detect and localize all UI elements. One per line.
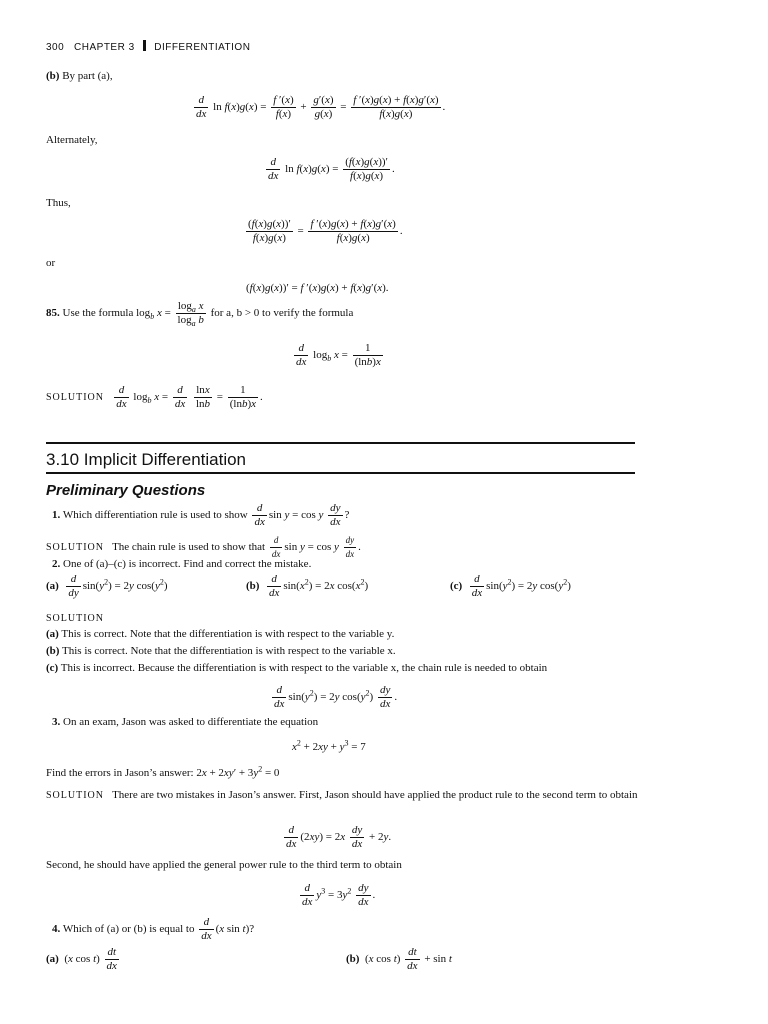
solution-2a: (a) This is correct. Note that the differentiation is with respect to the variable y. — [46, 628, 395, 640]
q4-option-a: (a) (x cos t) $\frac{dt}{dx}$ — [46, 946, 117, 972]
part-b-intro: (b) By part (a), — [46, 70, 113, 82]
solution-85: SOLUTION $\frac{d}{dx}$ $\log_b x$ = $\frac{d}{dx}$ $\frac{\ln x}{\ln b}$ = $\frac{1}{(\ln b)x}$ . — [46, 384, 263, 410]
q3-errors-prompt: Find the errors in Jason’s answer: $2x + 2xy' + 3y^2 = 0$ — [46, 764, 280, 779]
question-1: 1. Which differentiation rule is used to show $\frac{d}{dx}$ sin y = cos y $\frac{dy}{dx}$ ? — [52, 502, 350, 528]
equation-85: $\frac{d}{dx}$ $\log_b x$ = $\frac{1}{(\ln b)x}$ — [296, 342, 381, 368]
equation-q3: $x^2 + 2xy + y^3 = 7$ — [292, 738, 366, 753]
or-label: or — [46, 257, 56, 269]
question-4: 4. Which of (a) or (b) is equal to $\frac{d}{dx}$ (x sin t)? — [52, 916, 255, 942]
solution-2-label: SOLUTION — [46, 613, 104, 624]
section-title: 3.10 Implicit Differentiation — [46, 450, 247, 469]
q3-second: Second, he should have applied the general power rule to the third term to obtain — [46, 859, 402, 871]
solution-1: SOLUTION The chain rule is used to show that $\frac{d}{dx}$ sin y = cos y $\frac{dy}{dx}$ . — [46, 535, 361, 559]
preliminary-questions-heading: Preliminary Questions — [46, 482, 206, 499]
running-header — [46, 40, 250, 53]
solution-2c: (c) This is incorrect. Because the differentiation is with respect to the variable x, the chain rule is needed to obtain — [46, 662, 548, 674]
q2-option-a: (a) $\frac{d}{dy}$ $\sin(y^2) = 2y$ $\cos(y^2)$ — [46, 573, 168, 599]
page-number: 300 — [46, 42, 65, 53]
thus-label: Thus, — [46, 197, 71, 209]
q2-option-b: (b) $\frac{d}{dx}$ $\sin(x^2) = 2x$ $\cos(x^2)$ — [246, 573, 369, 599]
equation-q3-product: $\frac{d}{dx}$ (2xy) = 2x $\frac{dy}{dx}$ + 2y. — [286, 824, 392, 850]
equation-2c: $\frac{d}{dx}$ $\sin(y^2) = 2y$ $\cos(y^2)$ $\frac{dy}{dx}$ . — [274, 684, 398, 710]
section-rule-bottom — [46, 472, 635, 474]
equation-1: $\frac{d}{dx}$ ln f(x)g(x) = $\frac{f '(x)}{f(x)}$ + $\frac{g'(x)}{g(x)}$ = $\frac{f '(x)g(x) + f(x)g'(x)}{f(x)g(x)}$ . — [196, 94, 446, 120]
equation-4: (f(x)g(x))′ = f ′(x)g(x) + f(x)g′(x). — [246, 282, 389, 294]
section-rule-top — [46, 442, 635, 444]
solution-2b: (b) This is correct. Note that the differentiation is with respect to the variable x. — [46, 645, 396, 657]
equation-3: $\frac{(f(x)g(x))'}{f(x)g(x)}$ = $\frac{f '(x)g(x) + f(x)g'(x)}{f(x)g(x)}$ . — [248, 218, 403, 244]
problem-85: 85. Use the formula $\log_b x$ = $\frac{\log_a x}{\log_a b}$ for a, b > 0 to verify the formula — [46, 300, 354, 329]
question-2: 2. One of (a)–(c) is incorrect. Find and correct the mistake. — [52, 558, 312, 570]
question-3: 3. On an exam, Jason was asked to differentiate the equation — [52, 716, 319, 728]
alternately-label: Alternately, — [46, 134, 98, 146]
chapter-title: DIFFERENTIATION — [154, 42, 251, 53]
q2-option-c: (c) $\frac{d}{dx}$ $\sin(y^2) = 2y$ $\cos(y^2)$ — [450, 573, 571, 599]
chapter-label: CHAPTER 3 — [74, 42, 135, 53]
q4-option-b: (b) (x cos t) $\frac{dt}{dx}$ + sin t — [346, 946, 452, 972]
equation-q3-power: $\frac{d}{dx}$ $y^3 = 3y^2$ $\frac{dy}{dx}$ . — [302, 882, 376, 908]
solution-3: SOLUTION There are two mistakes in Jason’s answer. First, Jason should have applied the product rule to the second term to obtain — [46, 789, 638, 801]
header-divider — [143, 40, 146, 51]
equation-2: $\frac{d}{dx}$ ln f(x)g(x) = $\frac{(f(x)g(x))'}{f(x)g(x)}$ . — [268, 156, 395, 182]
